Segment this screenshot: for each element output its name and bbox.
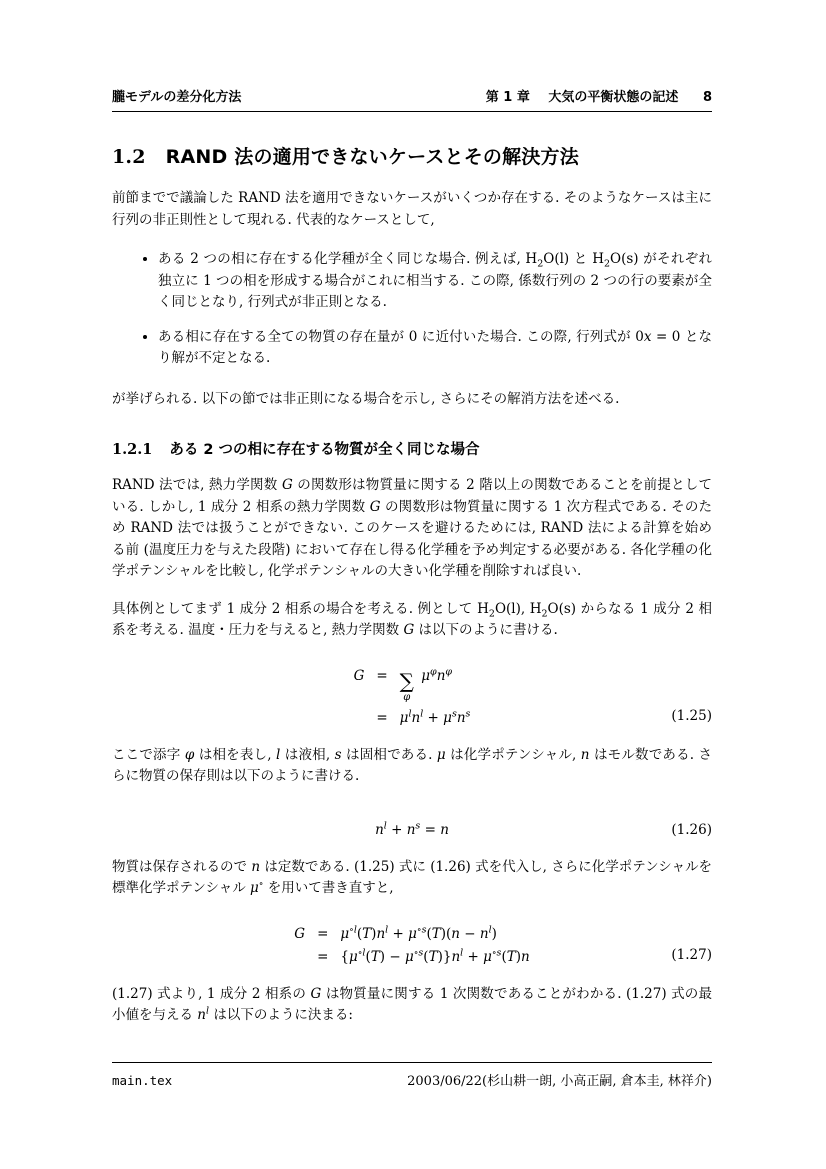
eq125-rel-2: = bbox=[376, 709, 388, 726]
eq125-rhs-2: $\mu^ln^l + \mu^sn^s$ bbox=[399, 708, 471, 726]
equation-1-25-grid bbox=[354, 668, 471, 726]
equation-number-1-25: (1.25) bbox=[671, 707, 712, 724]
equation-number-1-26: (1.26) bbox=[671, 821, 712, 838]
eq125-rhs-1: ∑ φ $\mu^\varphi n^\varphi$ bbox=[399, 666, 453, 703]
footer-filename: main.tex bbox=[112, 1073, 173, 1088]
header-page-number: 8 bbox=[702, 90, 712, 105]
header-chapter-number: 第 1 章 bbox=[485, 90, 530, 105]
header-document-title: 朧モデルの差分化方法 bbox=[112, 90, 242, 105]
subsection-number: 1.2.1 bbox=[112, 441, 153, 458]
section-title: RAND 法の適用できないケースとその解決方法 bbox=[165, 146, 579, 168]
eq127-rel-2: = bbox=[317, 948, 329, 965]
list-item-case1: • ある 2 つの相に存在する化学種が全く同じな場合. 例えば, $H_2O(l)$ と $H_2O(s)$ がそれぞれ独立に 1 つの相を形成する場合がこれに相当する. この際, 係数行列の 2 つの行の要素が全く同じとなり, 行列式が非正則となる. bbox=[158, 249, 712, 314]
footer-date-authors: 2003/06/22(杉山耕一朗, 小高正嗣, 倉本圭, 林祥介) bbox=[407, 1074, 712, 1089]
eq127-lhs: G bbox=[294, 925, 306, 942]
running-header bbox=[112, 86, 712, 112]
section-heading bbox=[112, 142, 712, 169]
case-list bbox=[112, 249, 712, 370]
subsection-heading bbox=[112, 438, 712, 459]
paragraph-symbol-definitions: ここで添字 φ は相を表し, l は液相, s は固相である. μ は化学ポテンシャル, n はモル数である. さらに物質の保存則は以下のように書ける. bbox=[112, 746, 713, 784]
equation-1-25 bbox=[112, 668, 712, 726]
paragraph-conclusion: (1.27) 式より, 1 成分 2 相系の G は物質量に関する 1 次関数であることがわかる. (1.27) 式の最小値を与える $n^l$ は以下のように決まる: bbox=[112, 985, 712, 1023]
eq125-rel-1: = bbox=[376, 667, 388, 684]
eq127-rel-1: = bbox=[317, 925, 329, 942]
paragraph-conservation: 物質は保存されるので n は定数である. (1.25) 式に (1.26) 式を代入し, さらに化学ポテンシャルを標準化学ポテンシャル μ∘ を用いて書き直すと, bbox=[112, 858, 713, 896]
paragraph-rand-premise: RAND 法では, 熱力学関数 G の関数形は物質量に関する 2 階以上の関数であることを前提としている. しかし, 1 成分 2 相系の熱力学関数 G の関数形は物質量に関する 1 次方程式である. そのため RAND 法では扱うことができない. このケースを避けるためには, RAND 法による計算を始める前 (温度圧力を与えた段階) において存在し得る化学種を予め判定する必要がある. 各化学種の化学ポテンシャルを比較し, 化学ポテンシャルの大きい化学種を削除すれば良い. bbox=[112, 477, 713, 579]
equation-1-26 bbox=[112, 822, 712, 838]
eq126-body: $n^l + n^s = n$ bbox=[375, 820, 449, 838]
paragraph-intro: 前節までで議論した RAND 法を適用できないケースがいくつか存在する. そのようなケースは主に行列の非正則性として現れる. 代表的なケースとして, bbox=[112, 190, 712, 228]
section-number: 1.2 bbox=[112, 146, 146, 168]
header-chapter-title: 大気の平衡状態の記述 bbox=[548, 90, 679, 105]
equation-1-27-grid bbox=[294, 926, 529, 965]
list-item-case2: • ある相に存在する全ての物質の存在量が 0 に近付いた場合. この際, 行列式が 0x = 0 となり解が不定となる. bbox=[158, 327, 712, 370]
eq127-rhs-2: $\{\mu^{\circ l}(T) - \mu^{\circ s}(T)\}n^l + \mu^{\circ s}(T)n$ bbox=[340, 947, 530, 965]
eq127-rhs-1: $\mu^{\circ l}(T)n^l + \mu^{\circ s}(T)(n - n^l)$ bbox=[340, 924, 497, 942]
page-footer bbox=[112, 1062, 712, 1089]
paragraph-after-list: が挙げられる. 以下の節では非正則になる場合を示し, さらにその解消方法を述べる. bbox=[112, 390, 620, 407]
header-right bbox=[472, 86, 712, 105]
equation-number-1-27: (1.27) bbox=[671, 946, 712, 963]
paragraph-example-setup: 具体例としてまず 1 成分 2 相系の場合を考える. 例として $H_2O(l)$, $H_2O(s)$ からなる 1 成分 2 相系を考える. 温度・圧力を与えると, 熱力学関数 G は以下のように書ける. bbox=[112, 600, 712, 638]
subsection-title: ある 2 つの相に存在する物質が全く同じな場合 bbox=[169, 442, 480, 458]
equation-1-27 bbox=[112, 926, 712, 965]
page-content bbox=[112, 0, 712, 1027]
eq125-lhs: G bbox=[353, 667, 365, 684]
